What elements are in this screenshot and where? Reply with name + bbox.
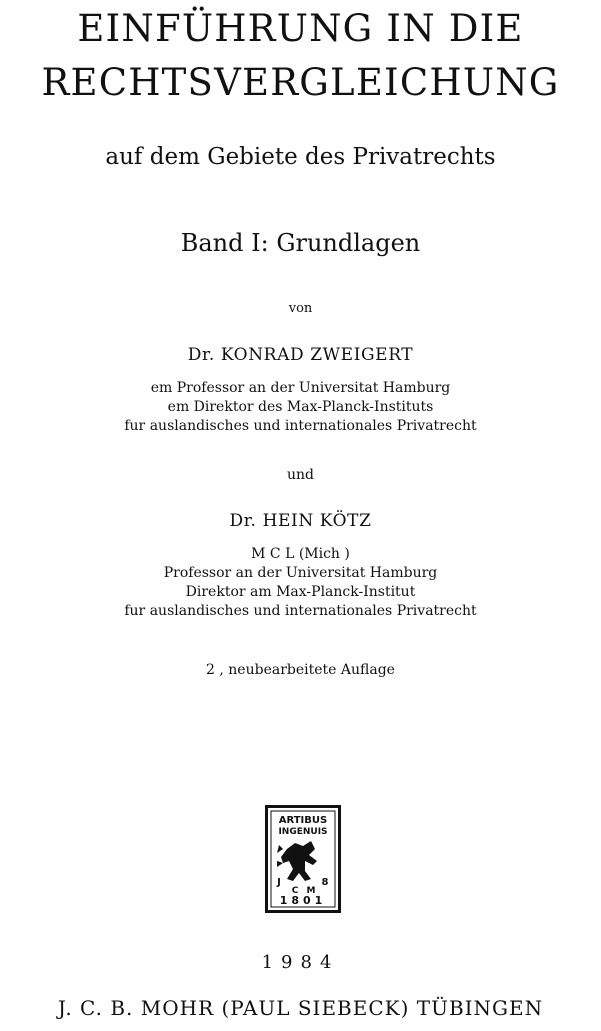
svg-text:8: 8 [321, 877, 329, 888]
svg-text:ARTIBUS: ARTIBUS [278, 815, 328, 826]
author-2-affiliation: Direktor am Max-Planck-Institut [185, 584, 416, 600]
book-subtitle: auf dem Gebiete des Privatrechts [105, 144, 496, 170]
svg-text:INGENUIS: INGENUIS [278, 827, 328, 837]
book-title-line-2: RECHTSVERGLEICHUNG [41, 61, 560, 104]
publisher-imprint: J. C. B. MOHR (PAUL SIEBECK) TÜBINGEN [57, 996, 544, 1020]
author-2-affiliation: fur auslandisches und internationales Privatrecht [124, 603, 477, 619]
svg-text:M: M [306, 886, 316, 896]
author-1-affiliation: fur auslandisches und internationales Privatrecht [124, 418, 477, 434]
author-1-affiliation: em Direktor des Max-Planck-Instituts [167, 399, 434, 415]
author-2-affiliation: Professor an der Universitat Hamburg [163, 565, 438, 581]
by-label: von [288, 301, 313, 316]
author-1-affiliation: em Professor an der Universitat Hamburg [150, 380, 451, 396]
lion-seal-icon [265, 805, 341, 913]
author-2-degree: M C L (Mich ) [251, 546, 350, 562]
svg-text:C: C [291, 886, 299, 896]
and-label: und [287, 467, 314, 483]
author-1-name: Dr. KONRAD ZWEIGERT [187, 345, 414, 365]
volume-title: Band I: Grundlagen [180, 229, 421, 257]
author-2-name: Dr. HEIN KÖTZ [229, 511, 372, 531]
book-title-line-1: EINFÜHRUNG IN DIE [77, 7, 524, 50]
edition-note: 2 , neubearbeitete Auflage [206, 662, 395, 678]
svg-text:J: J [277, 877, 281, 888]
svg-text:1801: 1801 [279, 894, 327, 907]
publication-year: 1984 [261, 952, 340, 973]
